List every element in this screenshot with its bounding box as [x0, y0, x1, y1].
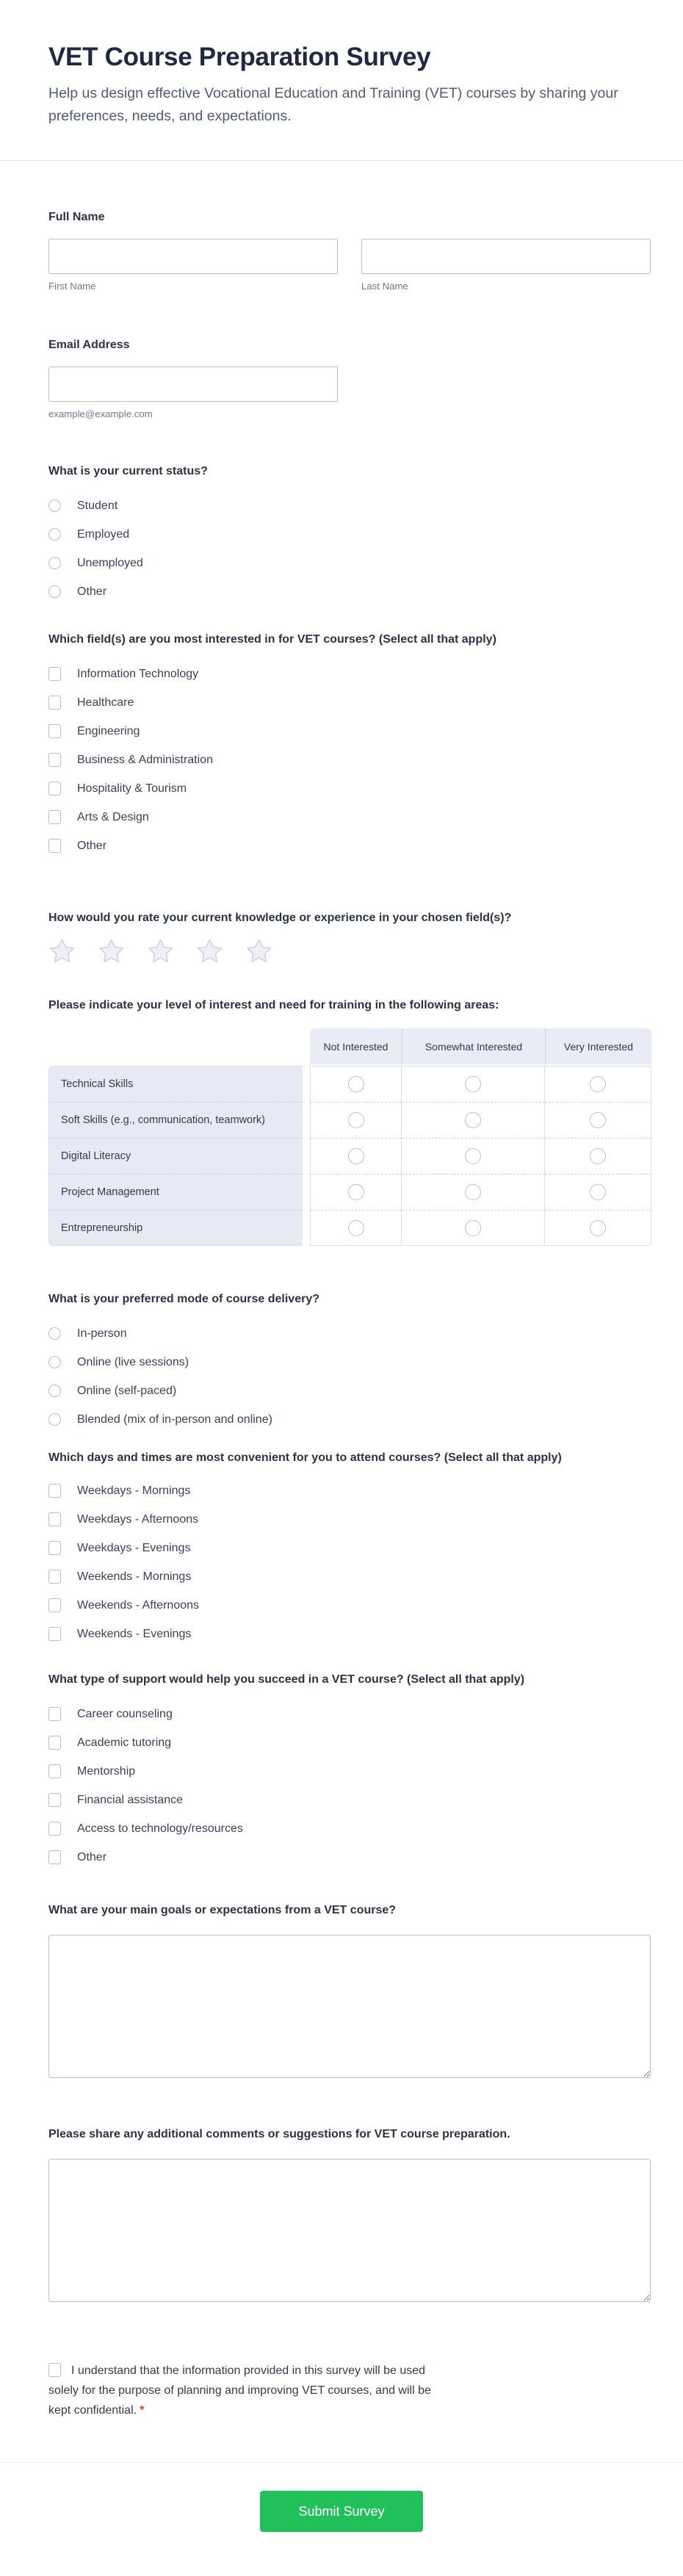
matrix-cell[interactable] [402, 1210, 545, 1246]
comments-question-group [48, 2125, 651, 2302]
matrix-radio-icon[interactable] [465, 1184, 481, 1200]
checkbox-icon[interactable] [48, 1598, 61, 1612]
first-name-sublabel: First Name [48, 281, 96, 292]
checkbox-icon[interactable] [48, 1822, 61, 1836]
matrix-radio-icon[interactable] [348, 1220, 364, 1236]
matrix-row-label: Digital Literacy [48, 1138, 303, 1174]
fields-option-arts[interactable] [48, 803, 651, 831]
status-option-other[interactable] [48, 577, 651, 606]
matrix-cell[interactable] [310, 1066, 402, 1102]
star-icon[interactable] [147, 938, 174, 964]
checkbox-icon[interactable] [48, 1541, 61, 1555]
matrix-cell[interactable] [545, 1210, 651, 1246]
status-question: What is your current status? [48, 465, 208, 477]
checkbox-icon[interactable] [48, 1570, 61, 1584]
option-label: Access to technology/resources [77, 1822, 243, 1835]
option-label: Online (self-paced) [77, 1384, 177, 1397]
matrix-cell[interactable] [402, 1174, 545, 1210]
matrix-col-header: Very Interested [545, 1028, 651, 1066]
matrix-cell[interactable] [310, 1102, 402, 1138]
matrix-radio-icon[interactable] [590, 1220, 606, 1236]
option-label: Blended (mix of in-person and online) [77, 1413, 272, 1426]
option-label: Weekdays - Mornings [77, 1484, 191, 1497]
email-input[interactable] [48, 367, 338, 402]
radio-icon[interactable] [48, 557, 61, 569]
matrix-radio-icon[interactable] [465, 1148, 481, 1164]
last-name-group [361, 239, 651, 292]
star-rating [48, 938, 651, 964]
goals-question-group [48, 1901, 651, 2078]
support-option-career-counseling[interactable] [48, 1700, 651, 1728]
delivery-question: What is your preferred mode of course delivery? [48, 1293, 319, 1305]
matrix-col-header: Somewhat Interested [402, 1028, 545, 1066]
matrix-cell[interactable] [310, 1138, 402, 1174]
star-icon[interactable] [48, 938, 76, 964]
delivery-option-blended[interactable] [48, 1405, 651, 1434]
email-label: Email Address [48, 339, 130, 351]
matrix-radio-icon[interactable] [465, 1220, 481, 1236]
checkbox-icon[interactable] [48, 696, 61, 710]
matrix-cell[interactable] [402, 1102, 545, 1138]
matrix-row-label: Soft Skills (e.g., communication, teamwork) [48, 1102, 303, 1138]
last-name-input[interactable] [361, 239, 651, 274]
option-label: Business & Administration [77, 753, 213, 766]
fields-option-healthcare[interactable] [48, 688, 651, 717]
page-subtitle: Help us design effective Vocational Education and Training (VET) courses by sharing your preferences, needs, and expectations. [48, 85, 618, 124]
goals-textarea[interactable] [48, 1935, 651, 2078]
option-label: Online (live sessions) [77, 1355, 189, 1368]
matrix-corner-spacer [48, 1028, 310, 1066]
option-label: Healthcare [77, 696, 134, 709]
option-label: Information Technology [77, 667, 199, 680]
checkbox-icon[interactable] [48, 839, 61, 853]
option-label: Other [77, 1850, 107, 1864]
matrix-radio-icon[interactable] [465, 1076, 481, 1092]
matrix-radio-icon[interactable] [590, 1112, 606, 1128]
checkbox-icon[interactable] [48, 724, 61, 738]
option-label: Weekdays - Afternoons [77, 1512, 199, 1526]
rating-question-group [48, 909, 651, 964]
delivery-option-online-selfpaced[interactable] [48, 1377, 651, 1405]
matrix-cell[interactable] [545, 1174, 651, 1210]
support-option-mentorship[interactable] [48, 1757, 651, 1786]
matrix-cell[interactable] [310, 1174, 402, 1210]
fields-option-business[interactable] [48, 746, 651, 774]
delivery-question-group [48, 1290, 651, 1434]
schedule-option-weekday-evenings[interactable] [48, 1534, 651, 1562]
checkbox-icon[interactable] [48, 810, 61, 824]
radio-icon[interactable] [48, 528, 61, 541]
support-option-other[interactable] [48, 1843, 651, 1872]
checkbox-icon[interactable] [48, 1793, 61, 1807]
delivery-option-inperson[interactable] [48, 1319, 651, 1348]
option-label: Engineering [77, 724, 140, 737]
schedule-question: Which days and times are most convenient for you to attend courses? (Select all that apply) [48, 1451, 562, 1464]
support-option-academic-tutoring[interactable] [48, 1728, 651, 1757]
fields-question: Which field(s) are you most interested in for VET courses? (Select all that apply) [48, 633, 496, 646]
submit-button[interactable]: Submit Survey [260, 2491, 423, 2532]
goals-question: What are your main goals or expectations from a VET course? [48, 1904, 397, 1916]
matrix-radio-icon[interactable] [348, 1112, 364, 1128]
schedule-option-weekend-mornings[interactable] [48, 1562, 651, 1591]
option-label: Weekends - Mornings [77, 1570, 192, 1583]
matrix-radio-icon[interactable] [348, 1148, 364, 1164]
radio-icon[interactable] [48, 1413, 61, 1426]
matrix-cell[interactable] [402, 1066, 545, 1102]
consent-line: solely for the purpose of planning and improving VET courses, and will be [48, 2384, 431, 2397]
email-sublabel: example@example.com [48, 408, 153, 419]
option-label: Academic tutoring [77, 1736, 172, 1749]
schedule-question-group [48, 1448, 651, 1648]
radio-icon[interactable] [48, 499, 61, 512]
status-option-student[interactable] [48, 491, 651, 520]
star-icon[interactable] [98, 938, 125, 964]
checkbox-icon[interactable] [48, 1736, 61, 1750]
matrix-cell[interactable] [310, 1210, 402, 1246]
matrix-row-label: Technical Skills [48, 1066, 303, 1102]
status-option-unemployed[interactable] [48, 549, 651, 577]
checkbox-icon[interactable] [48, 1850, 61, 1864]
consent-line: I understand that the information provided in this survey will be used [71, 2364, 426, 2377]
option-label: Financial assistance [77, 1793, 184, 1806]
first-name-group [48, 239, 338, 292]
radio-icon[interactable] [48, 1356, 61, 1368]
full-name-field [48, 208, 651, 292]
option-label: Hospitality & Tourism [77, 782, 187, 795]
option-label: Student [77, 499, 118, 512]
option-label: Arts & Design [77, 810, 149, 823]
fields-option-engineering[interactable] [48, 717, 651, 746]
fields-option-hospitality[interactable] [48, 774, 651, 803]
checkbox-icon[interactable] [48, 753, 61, 767]
matrix-cell[interactable] [545, 1138, 651, 1174]
interest-matrix-table [48, 1028, 651, 1246]
comments-question: Please share any additional comments or suggestions for VET course preparation. [48, 2128, 510, 2140]
required-asterisk: * [140, 2404, 145, 2417]
radio-icon[interactable] [48, 1327, 61, 1340]
consent-line: kept confidential. [48, 2404, 137, 2417]
support-question-group [48, 1670, 651, 1872]
consent-checkbox[interactable] [48, 2363, 61, 2377]
matrix-row-label: Entrepreneurship [48, 1210, 303, 1246]
support-question: What type of support would help you succeed in a VET course? (Select all that apply) [48, 1673, 525, 1686]
schedule-option-weekday-mornings[interactable] [48, 1476, 651, 1505]
star-icon[interactable] [245, 938, 272, 964]
option-label: Unemployed [77, 556, 143, 569]
delivery-option-online-live[interactable] [48, 1348, 651, 1377]
status-question-group [48, 462, 651, 606]
checkbox-icon[interactable] [48, 782, 61, 795]
comments-textarea[interactable] [48, 2159, 651, 2302]
support-option-technology-access[interactable] [48, 1814, 651, 1843]
support-option-financial-assistance[interactable] [48, 1786, 651, 1814]
fields-question-group [48, 630, 651, 860]
option-label: Other [77, 585, 107, 598]
option-label: Career counseling [77, 1707, 173, 1720]
checkbox-icon[interactable] [48, 1484, 61, 1498]
fields-option-other[interactable] [48, 831, 651, 860]
schedule-option-weekend-evenings[interactable] [48, 1620, 651, 1648]
checkbox-icon[interactable] [48, 1707, 61, 1721]
option-label: Weekends - Evenings [77, 1627, 192, 1640]
matrix-cell[interactable] [545, 1102, 651, 1138]
star-icon[interactable] [196, 938, 223, 964]
matrix-radio-icon[interactable] [590, 1076, 606, 1092]
matrix-row-label: Project Management [48, 1174, 303, 1210]
footer-divider [0, 2462, 683, 2463]
checkbox-icon[interactable] [48, 1764, 61, 1778]
interest-matrix-group [48, 996, 651, 1246]
header-divider [0, 160, 683, 161]
checkbox-icon[interactable] [48, 1512, 61, 1526]
rating-question: How would you rate your current knowledge or experience in your chosen field(s)? [48, 912, 512, 924]
matrix-radio-icon[interactable] [590, 1184, 606, 1200]
schedule-option-weekend-afternoons[interactable] [48, 1591, 651, 1620]
matrix-radio-icon[interactable] [348, 1184, 364, 1200]
last-name-sublabel: Last Name [361, 281, 408, 292]
matrix-question: Please indicate your level of interest and need for training in the following areas: [48, 999, 499, 1011]
radio-icon[interactable] [48, 1385, 61, 1397]
first-name-input[interactable] [48, 239, 338, 274]
fields-option-it[interactable] [48, 660, 651, 688]
radio-icon[interactable] [48, 585, 61, 598]
matrix-cell[interactable] [545, 1066, 651, 1102]
checkbox-icon[interactable] [48, 1627, 61, 1641]
option-label: Mentorship [77, 1764, 136, 1778]
option-label: Weekdays - Evenings [77, 1541, 191, 1554]
status-option-employed[interactable] [48, 520, 651, 549]
matrix-col-header: Not Interested [310, 1028, 402, 1066]
email-field [48, 336, 651, 419]
option-label: Weekends - Afternoons [77, 1598, 200, 1612]
option-label: Employed [77, 527, 130, 541]
schedule-option-weekday-afternoons[interactable] [48, 1505, 651, 1534]
matrix-radio-icon[interactable] [590, 1148, 606, 1164]
matrix-cell[interactable] [402, 1138, 545, 1174]
option-label: In-person [77, 1327, 127, 1340]
checkbox-icon[interactable] [48, 667, 61, 681]
option-label: Other [77, 839, 107, 852]
full-name-label: Full Name [48, 211, 105, 223]
matrix-radio-icon[interactable] [348, 1076, 364, 1092]
consent-statement [48, 2361, 614, 2420]
submit-area [0, 2491, 683, 2571]
page-title: VET Course Preparation Survey [48, 43, 431, 71]
matrix-radio-icon[interactable] [465, 1112, 481, 1128]
survey-form [48, 43, 651, 2571]
